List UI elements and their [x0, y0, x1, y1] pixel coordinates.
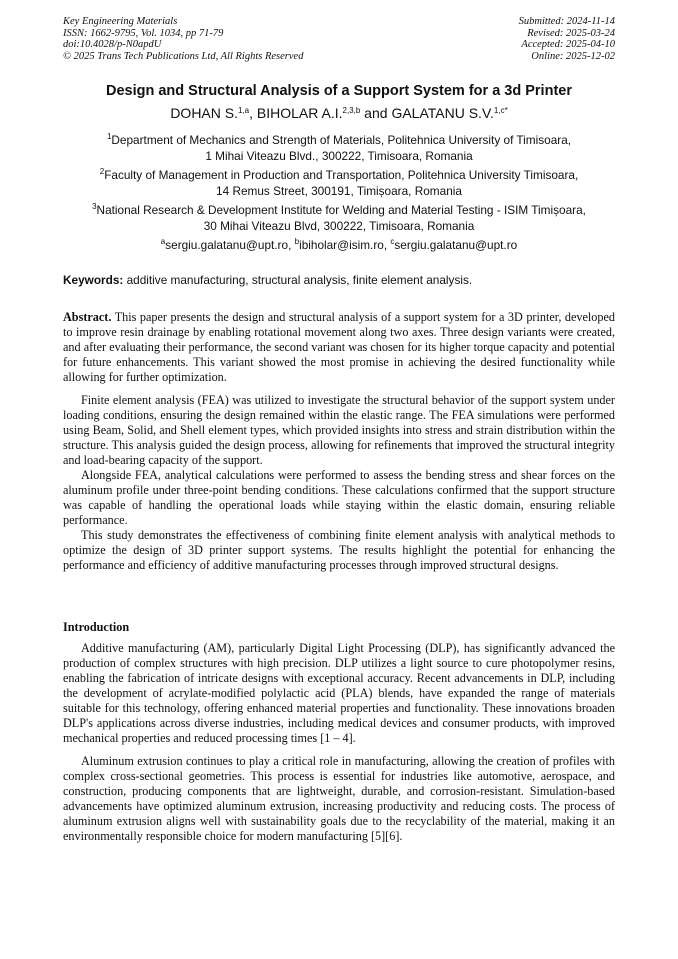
abstract-paragraph: Alongside FEA, analytical calculations were performed to assess the bending stress and shear forces on the aluminum profile under three-point bending conditions. These calculations confirmed that the support structure was capable of handling the operational loads while staying within the elastic domain, ensuring reliable performance. — [63, 468, 615, 527]
email-marker: a — [160, 237, 166, 246]
email-list: $^a$sergiu.galatanu@upt.ro, $^b$ibiholar@isim.ro, $^c$sergiu.galatanu@upt.ro — [160, 237, 518, 252]
affiliation-line: Faculty of Management in Production and Transportation, Politehnica University Timisoara, — [104, 168, 579, 182]
author-affiliation-marker: 1,a — [238, 106, 250, 115]
affiliation-address: 30 Mihai Viteazu Blvd, 300222, Timisoara, Romania — [203, 219, 475, 233]
affiliation-3 — [40, 202, 638, 234]
abstract-section — [63, 310, 615, 573]
issn: ISSN: 1662-9795, Vol. 1034, pp 71-79 — [63, 27, 224, 39]
affiliation-address: 14 Remus Street, 300191, Timișoara, Romania — [216, 184, 462, 198]
affiliation-number: 3 — [92, 202, 97, 211]
author-name: GALATANU S.V. — [391, 105, 494, 121]
revised-date: Revised: 2025-03-24 — [527, 27, 615, 39]
author-separator: , — [249, 105, 257, 121]
author-conjunction: and — [360, 105, 392, 121]
online-date: Online: 2025-12-02 — [531, 50, 615, 62]
email-address[interactable]: ibiholar@isim.ro — [299, 238, 384, 252]
paper-title: Design and Structural Analysis of a Support System for a 3d Printer — [106, 83, 572, 99]
accepted-date: Accepted: 2025-04-10 — [521, 39, 615, 50]
copyright: © 2025 Trans Tech Publications Ltd, All Rights Reserved — [63, 50, 304, 62]
affiliation-number: 2 — [99, 167, 105, 176]
author-name: BIHOLAR A.I. — [256, 105, 343, 121]
author-list — [40, 104, 638, 122]
doi: doi:10.4028/p-N0apdU — [63, 39, 162, 50]
affiliation-address: 1 Mihai Viteazu Blvd., 300222, Timisoara, Romania — [205, 149, 473, 163]
email-marker: c — [390, 237, 395, 246]
affiliation-number: 1 — [106, 132, 112, 141]
author-affiliation-marker: 2,3,b — [342, 106, 361, 115]
affiliation-1 — [40, 132, 638, 164]
abstract-paragraph: This study demonstrates the effectiveness of combining finite element analysis with analytical methods to optimize the design of 3D printer support systems. The results highlight the potential for enhancing the performance and efficiency of additive manufacturing processes through improved structural designs. — [63, 528, 615, 572]
abstract-paragraph: Finite element analysis (FEA) was utilized to investigate the structural behavior of the support system under loading conditions, ensuring the design remained within the elastic range. The FEA simulations were performed using Beam, Solid, and Shell element types, which provided insights into stress and strain distribution within the structure. This analysis guided the design process, allowing for refinements that improved the structural integrity and load-bearing capacity of the support. — [63, 393, 615, 467]
keywords-text: additive manufacturing, structural analysis, finite element analysis. — [123, 273, 473, 287]
journal-info — [63, 16, 303, 62]
journal-name: Key Engineering Materials — [63, 16, 178, 27]
author-name: DOHAN S. — [170, 105, 238, 121]
affiliation-line: Department of Mechanics and Strength of Materials, Politehnica University of Timisoara, — [111, 133, 572, 147]
introduction-paragraph: Aluminum extrusion continues to play a critical role in manufacturing, allowing the creation of profiles with complex cross-sectional geometries. This process is essential for industries like automotive, aerospace, and construction, producing components that are lightweight, durable, and corrosion-resistant. Simulation-based advancements have optimized aluminum extrusion, increasing productivity and reducing costs. The process of aluminum extrusion aligns well with sustainability goals due to the recyclability of the material, making it an environmentally responsible choice for modern manufacturing [5][6]. — [63, 754, 615, 843]
introduction-heading: Introduction — [63, 620, 130, 634]
abstract-text: This paper presents the design and structural analysis of a support system for a 3D printer, developed to improve resin drainage by enabling rotational movement along two axes. Three design variants were created, and after evaluating their performance, the second variant was chosen for its higher torque capacity and potential for future enhancements. This variant showed the most promise in achieving the desired functionality while allowing for further optimization. — [63, 310, 615, 384]
abstract-label: Abstract. — [63, 310, 112, 324]
email-marker: b — [294, 237, 300, 246]
keywords-label: Keywords: — [63, 273, 124, 287]
abstract-paragraph — [63, 310, 615, 385]
author-affiliation-marker: 1,c* — [493, 106, 508, 115]
email-address[interactable]: sergiu.galatanu@upt.ro — [165, 238, 289, 252]
keywords — [63, 272, 615, 288]
affiliation-2 — [40, 167, 638, 199]
publication-dates — [519, 16, 615, 62]
introduction-paragraph: Additive manufacturing (AM), particularly Digital Light Processing (DLP), has significantly advanced the production of complex structures with high precision. DLP utilizes a light source to cure photopolymer resins, enabling the fabrication of intricate designs with exceptional accuracy. Recent advancements in DLP, including the development of acrylate-modified polylactic acid (PLA) blends, have expanded the range of materials suitable for this technology, offering enhanced material properties and functionality. These innovations broaden DLP's applications across diverse industries, including medical devices and consumer products, with improved mechanical properties and reduced processing times [1 – 4]. — [63, 641, 615, 745]
introduction-section — [63, 641, 615, 844]
affiliation-line: National Research & Development Institute for Welding and Material Testing - ISIM Timișoara, — [96, 203, 586, 217]
email-address[interactable]: sergiu.galatanu@upt.ro — [394, 238, 518, 252]
submitted-date: Submitted: 2024-11-14 — [518, 16, 615, 27]
